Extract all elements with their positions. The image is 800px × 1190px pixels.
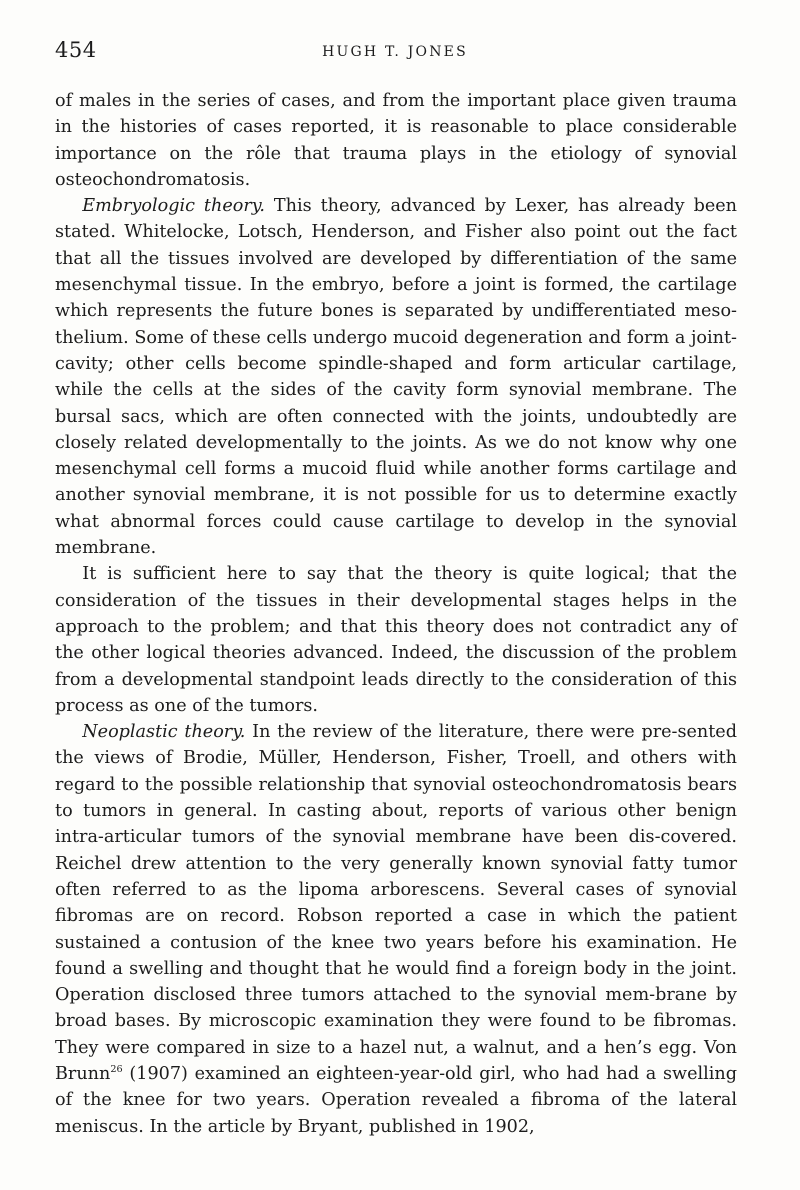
paragraph-text: In the review of the literature, there were pre-sented the views of Brodie, Müller, Henderson, Fisher, Troell, and others with regard to the possible relationship that synovial osteochondromatosis bears to tumors in general. In casting about, reports of various other benign intra-articular tumors of the synovial membrane have been dis-covered. Reichel drew attention to the very generally known synovial fatty tumor often referred to as the lipoma arborescens. Several cases of synovial fibromas are on record. Robson reported a case in which the patient sustained a contusion of the knee two years before his examination. He found a swelling and thought that he would find a foreign body in the joint. Operation disclosed three tumors attached to the synovial mem-brane by broad bases. By microscopic examination they were found to be fibromas. They were compared in size to a hazel nut, a walnut, and a hen’s egg. Von Brunn (55, 722, 737, 1084)
section-lead-embryologic-theory: Embryologic theory. (82, 196, 265, 217)
paragraph-text: It is sufficient here to say that the theory is quite logical; that the consideration of the tissues in their developmental stages helps in the approach to the problem; and that this theory does not contradict any of the other logical theories advanced. Indeed, the discussion of the problem from a developmental standpoint leads directly to the consideration of this process as one of the tumors. (55, 564, 737, 716)
section-lead-neoplastic-theory: Neoplastic theory. (82, 722, 246, 743)
running-title: HUGH T. JONES (322, 44, 468, 60)
paragraph-theory-logical (55, 561, 737, 719)
paragraph-trauma-conclusion (55, 88, 737, 193)
paragraph-text: This theory, advanced by Lexer, has already been stated. Whitelocke, Lotsch, Henderson, and Fisher also point out the fact that all the tissues involved are developed by differentiation of the same mesenchymal tissue. In the embryo, before a joint is formed, the cartilage which represents the future bones is separated by undifferentiated meso-thelium. Some of these cells undergo mucoid degeneration and form a joint-cavity; other cells become spindle-shaped and form articular cartilage, while the cells at the sides of the cavity form synovial membrane. The bursal sacs, which are often connected with the joints, undoubtedly are closely related developmentally to the joints. As we do not know why one mesenchymal cell forms a mucoid fluid while another forms cartilage and another synovial membrane, it is not possible for us to determine exactly what abnormal forces could cause cartilage to develop in the synovial membrane. (55, 196, 738, 559)
paragraph-neoplastic-theory (55, 719, 737, 1140)
paragraph-text-continued: (1907) examined an eighteen-year-old girl, who had had a swelling of the knee for two years. Operation revealed a fibroma of the lateral meniscus. In the article by Bryant, published in 1902, (55, 1063, 737, 1137)
running-head (55, 38, 735, 68)
page-number: 454 (55, 38, 97, 62)
paragraph-embryologic-theory (55, 193, 737, 561)
paragraph-text: of males in the series of cases, and from the important place given trauma in the histories of cases reported, it is reasonable to place considerable importance on the rôle that trauma plays in the etiology of synovial osteochondromatosis. (55, 91, 737, 190)
reference-superscript: 26 (110, 1064, 123, 1076)
body-text (55, 88, 737, 1140)
